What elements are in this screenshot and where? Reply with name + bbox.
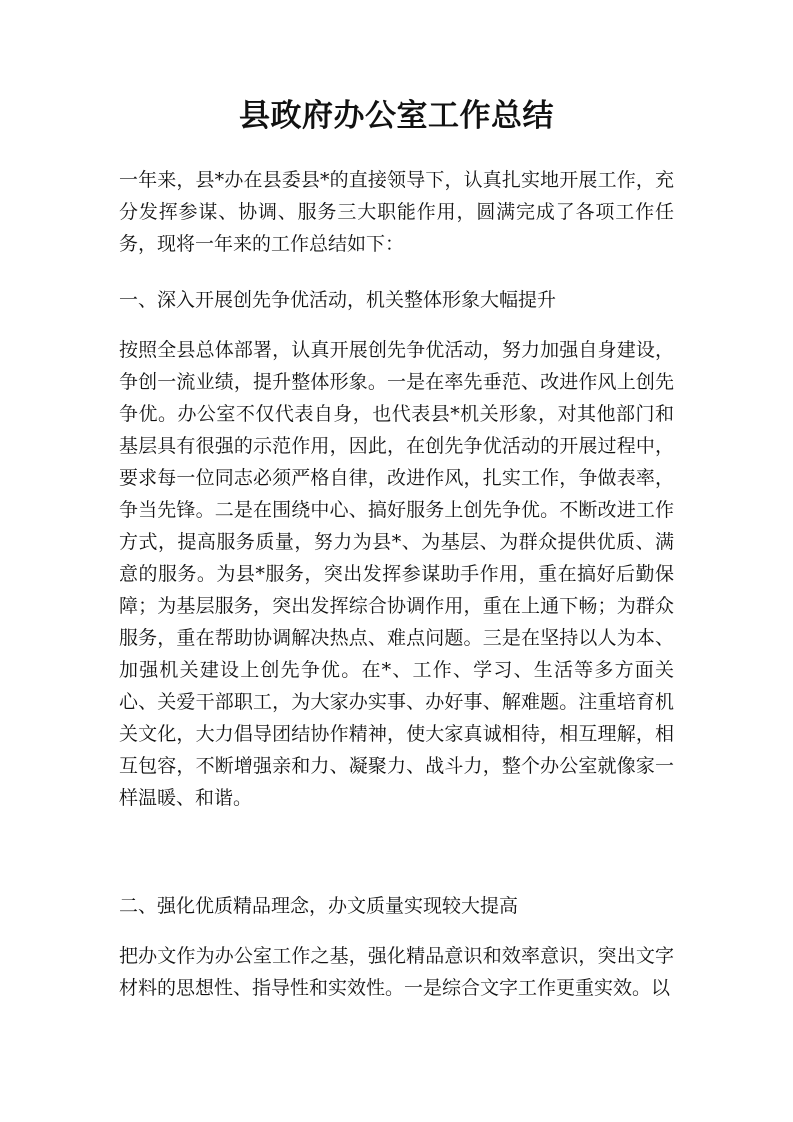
intro-paragraph: 一年来，县*办在县委县*的直接领导下，认真扎实地开展工作，充分发挥参谋、协调、服务三大职能作用，圆满完成了各项工作任务，现将一年来的工作总结如下： xyxy=(119,169,674,255)
section-1-heading: 一、深入开展创先争优活动，机关整体形象大幅提升 xyxy=(119,289,557,311)
section-2-heading: 二、强化优质精品理念，办文质量实现较大提高 xyxy=(119,895,519,917)
section-1-paragraph: 按照全县总体部署，认真开展创先争优活动，努力加强自身建设，争创一流业绩，提升整体形象。一是在率先垂范、改进作风上创先争优。办公室不仅代表自身，也代表县*机关形象，对其他部门和基层具有很强的示范作用，因此，在创先争优活动的开展过程中，要求每一位同志必须严格自律，改进作风，扎实工作，争做表率，争当先锋。二是在围绕中心、搞好服务上创先争优。不断改进工作方式，提高服务质量，努力为县*、为基层、为群众提供优质、满意的服务。为县*服务，突出发挥参谋助手作用，重在搞好后勤保障；为基层服务，突出发挥综合协调作用，重在上通下畅；为群众服务，重在帮助协调解决热点、难点问题。三是在坚持以人为本、加强机关建设上创先争优。在*、工作、学习、生活等多方面关心、关爱干部职工，为大家办实事、办好事、解难题。注重培育机关文化，大力倡导团结协作精神，使大家真诚相待，相互理解，相互包容，不断增强亲和力、凝聚力、战斗力，整个办公室就像家一样温暖、和谐。 xyxy=(119,339,674,809)
section-2-paragraph: 把办文作为办公室工作之基，强化精品意识和效率意识，突出文字材料的思想性、指导性和实效性。一是综合文字工作更重实效。以 xyxy=(119,945,674,999)
document-title: 县政府办公室工作总结 xyxy=(239,98,554,134)
